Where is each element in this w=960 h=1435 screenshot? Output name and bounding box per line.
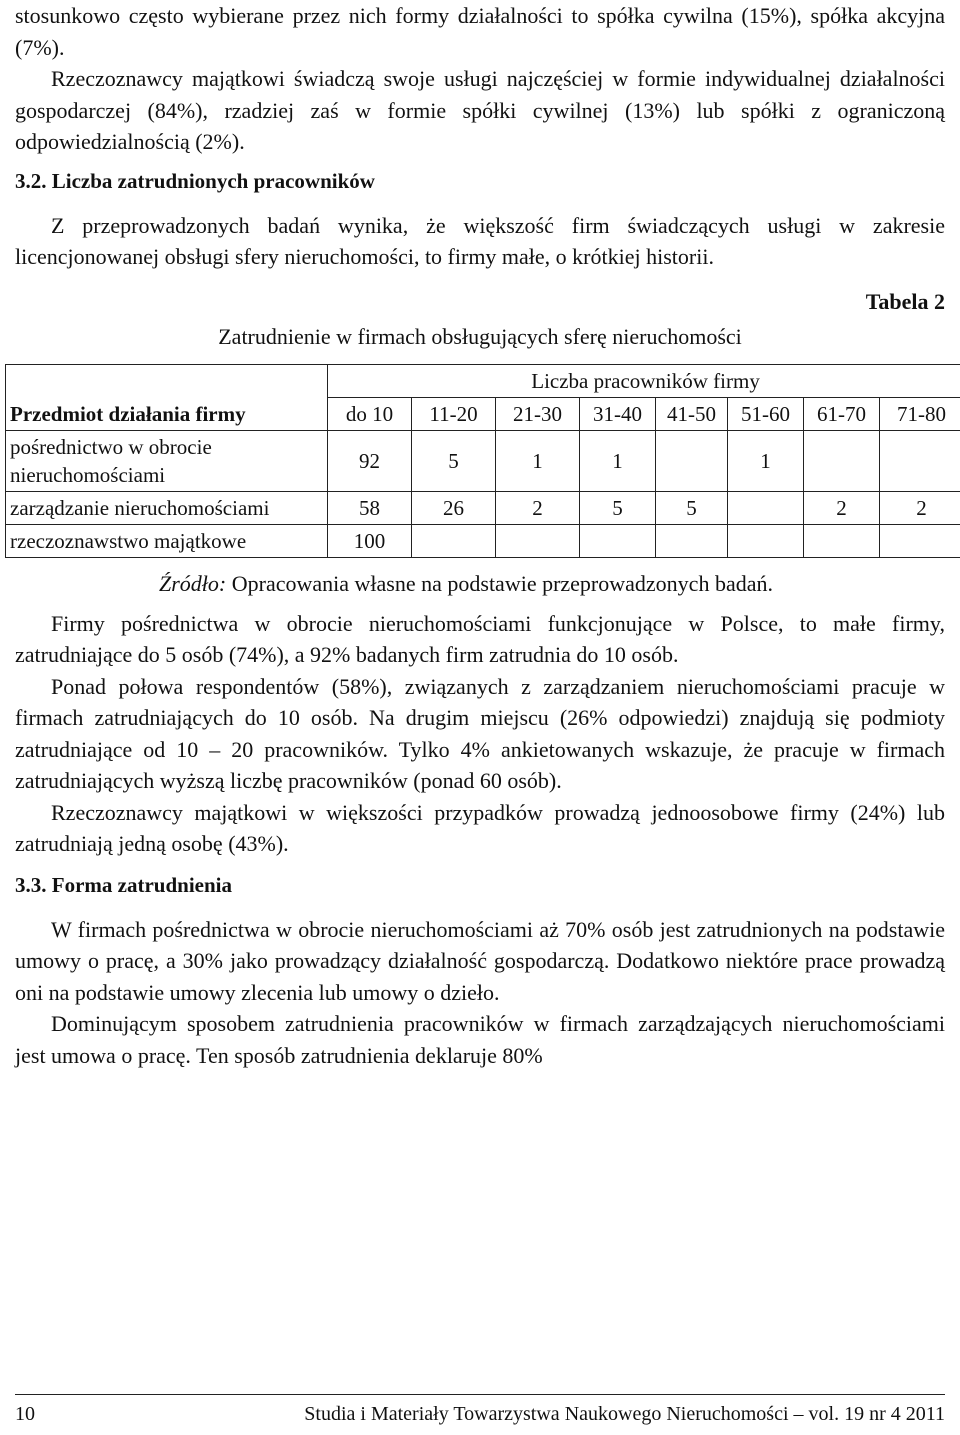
table-cell: 2 bbox=[880, 492, 960, 525]
employment-table bbox=[5, 364, 960, 558]
table-cell bbox=[728, 492, 804, 525]
column-header: do 10 bbox=[328, 398, 412, 431]
table-cell: 5 bbox=[580, 492, 656, 525]
table-row bbox=[6, 492, 960, 525]
section-3-3-paragraph-1: W firmach pośrednictwa w obrocie nieruchomościami aż 70% osób jest zatrudnionych na podstawie umowy o pracę, a 30% jako prowadzący działalność gospodarczą. Dodatkowo niektóre prace prowadzą oni na podstawie umowy zlecenia lub umowy o dzieło. bbox=[15, 916, 945, 1005]
table-cell: 5 bbox=[656, 492, 728, 525]
table-cell bbox=[804, 431, 880, 492]
table-row bbox=[6, 431, 960, 492]
page-number: 10 bbox=[15, 1403, 35, 1425]
table-header-row-group bbox=[6, 365, 960, 398]
analysis-paragraph-3: Rzeczoznawcy majątkowi w większości przypadków prowadzą jednoosobowe firmy (24%) lub zatrudniają jedną osobę (43%). bbox=[15, 799, 945, 856]
row-subject: rzeczoznawstwo majątkowe bbox=[6, 525, 328, 558]
source-text: Opracowania własne na podstawie przeprowadzonych badań. bbox=[226, 571, 773, 596]
source-label: Źródło: bbox=[159, 571, 227, 596]
column-header: 41-50 bbox=[656, 398, 728, 431]
column-header: 31-40 bbox=[580, 398, 656, 431]
table-row bbox=[6, 525, 960, 558]
table-cell: 2 bbox=[496, 492, 580, 525]
section-3-3-paragraph-2: Dominującym sposobem zatrudnienia pracowników w firmach zarządzających nieruchomościami jest umowa o pracę. Ten sposób zatrudnienia deklaruje 80% bbox=[15, 1011, 945, 1068]
column-header: 61-70 bbox=[804, 398, 880, 431]
column-header: 21-30 bbox=[496, 398, 580, 431]
employee-count-group-header: Liczba pracowników firmy bbox=[328, 365, 960, 398]
table-cell: 92 bbox=[328, 431, 412, 492]
table-cell: 1 bbox=[496, 431, 580, 492]
table-title: Zatrudnienie w firmach obsługujących sferę nieruchomości bbox=[218, 323, 742, 349]
row-subject: zarządzanie nieruchomościami bbox=[6, 492, 328, 525]
table-cell bbox=[880, 431, 960, 492]
analysis-paragraph-2: Ponad połowa respondentów (58%), związanych z zarządzaniem nieruchomościami pracuje w firmach zatrudniających do 10 osób. Na drugim miejscu (26% odpowiedzi) znajdują się podmioty zatrudniające od 10 – 20 pracowników. Tylko 4% ankietowanych wskazuje, że pracuje w firmach zatrudniających wyższą liczbę pracowników (ponad 60 osób). bbox=[15, 673, 945, 793]
table-source bbox=[15, 568, 945, 600]
table-cell bbox=[728, 525, 804, 558]
table-body bbox=[6, 365, 960, 558]
journal-citation: Studia i Materiały Towarzystwa Naukowego Nieruchomości – vol. 19 nr 4 2011 bbox=[304, 1403, 945, 1425]
table-cell bbox=[804, 525, 880, 558]
table-cell bbox=[496, 525, 580, 558]
table-cell: 1 bbox=[728, 431, 804, 492]
table-cell bbox=[412, 525, 496, 558]
table-cell bbox=[656, 431, 728, 492]
section-heading-3-2: 3.2. Liczba zatrudnionych pracowników bbox=[15, 168, 375, 193]
document-page bbox=[10, 0, 947, 1071]
page-footer bbox=[15, 1394, 945, 1427]
table-cell: 58 bbox=[328, 492, 412, 525]
table-label: Tabela 2 bbox=[865, 288, 945, 314]
row-subject: pośrednictwo w obrocie nieruchomościami bbox=[6, 431, 328, 492]
table-cell: 26 bbox=[412, 492, 496, 525]
intro-paragraph-2: Rzeczoznawcy majątkowi świadczą swoje usługi najczęściej w formie indywidualnej działalności gospodarczej (84%), rzadziej zaś w formie spółki cywilnej (13%) lub spółki z ograniczoną odpowiedzialnością (2%). bbox=[15, 66, 945, 154]
analysis-paragraph-1: Firmy pośrednictwa w obrocie nieruchomościami funkcjonujące w Polsce, to małe firmy, zatrudniające do 5 osób (74%), a 92% badanych firm zatrudnia do 10 osób. bbox=[15, 610, 945, 667]
section-heading-3-3: 3.3. Forma zatrudnienia bbox=[15, 872, 232, 897]
intro-paragraph-1: stosunkowo często wybierane przez nich formy działalności to spółka cywilna (15%), spółka akcyjna (7%). bbox=[15, 3, 945, 60]
section-3-2-paragraph: Z przeprowadzonych badań wynika, że większość firm świadczących usługi w zakresie licencjonowanej obsługi sfery nieruchomości, to firmy małe, o krótkiej historii. bbox=[15, 212, 945, 269]
table-cell: 1 bbox=[580, 431, 656, 492]
column-header: 51-60 bbox=[728, 398, 804, 431]
table-cell: 5 bbox=[412, 431, 496, 492]
column-header: 71-80 bbox=[880, 398, 960, 431]
table-cell bbox=[656, 525, 728, 558]
table-cell: 100 bbox=[328, 525, 412, 558]
table-cell: 2 bbox=[804, 492, 880, 525]
table-cell bbox=[880, 525, 960, 558]
subject-column-header: Przedmiot działania firmy bbox=[6, 365, 328, 431]
table-cell bbox=[580, 525, 656, 558]
column-header: 11-20 bbox=[412, 398, 496, 431]
